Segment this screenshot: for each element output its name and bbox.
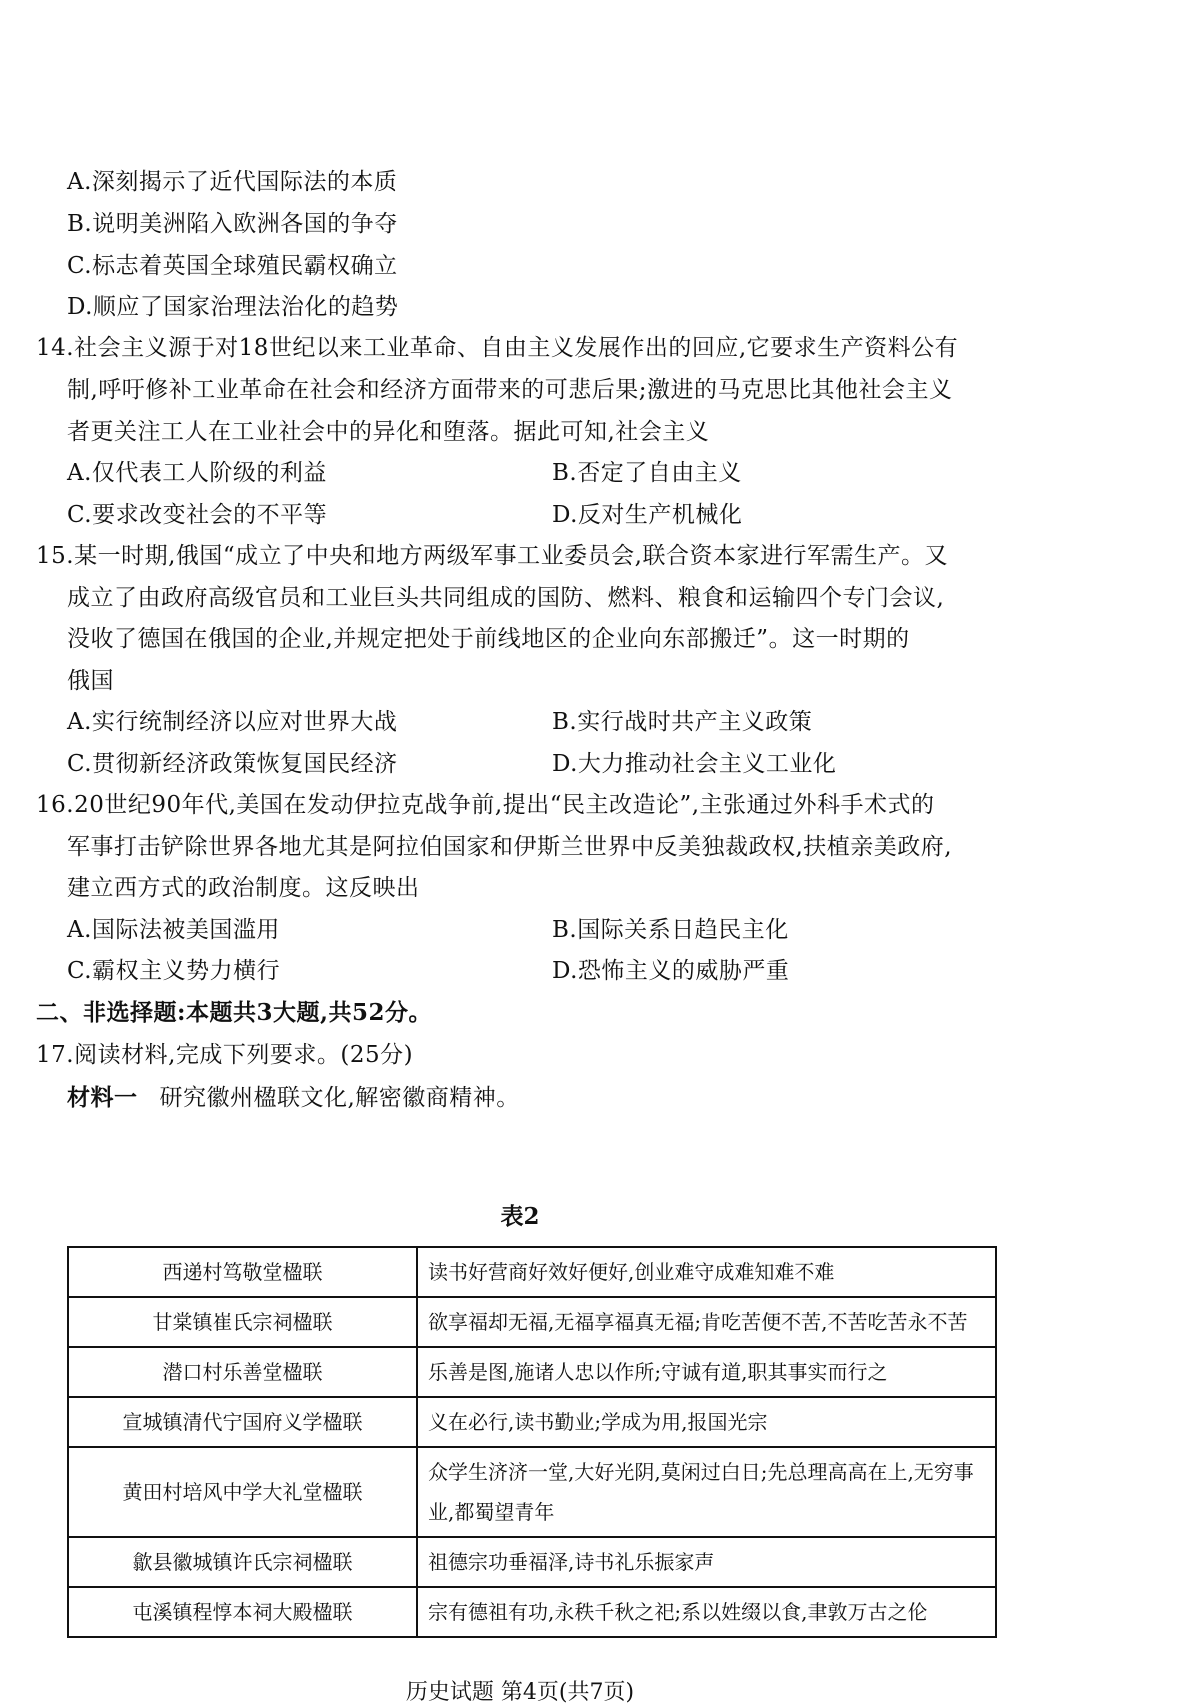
location-cell: 甘棠镇崔氏宗祠楹联 [68, 1297, 417, 1347]
q15-option-b: B.实行战时共产主义政策 [552, 709, 813, 735]
q15-stem-line-2: 成立了由政府高级官员和工业巨头共同组成的国防、燃料、粮食和运输四个专门会议, [67, 585, 945, 611]
q16-stem-line-3: 建立西方式的政治制度。这反映出 [67, 875, 420, 901]
q13-option-c: C.标志着英国全球殖民霸权确立 [67, 253, 398, 279]
q14-option-d: D.反对生产机械化 [552, 502, 743, 528]
q13-option-d: D.顺应了国家治理法治化的趋势 [67, 294, 399, 320]
q17-stem: 17.阅读材料,完成下列要求。(25分) [36, 1042, 414, 1068]
q16-stem-line-2: 军事打击铲除世界各地尤其是阿拉伯国家和伊斯兰世界中反美独裁政权,扶植亲美政府, [67, 834, 953, 860]
couplet-cell: 读书好营商好效好便好,创业难守成难知难不难 [417, 1247, 996, 1297]
couplet-cell: 众学生济济一堂,大好光阴,莫闲过白日;先总理高高在上,无穷事业,都蜀望青年 [417, 1447, 996, 1537]
table-row [68, 1537, 996, 1587]
q15-option-c: C.贯彻新经济政策恢复国民经济 [67, 751, 398, 777]
location-cell: 潜口村乐善堂楹联 [68, 1347, 417, 1397]
table-row [68, 1587, 996, 1637]
location-cell: 宣城镇清代宁国府义学楹联 [68, 1397, 417, 1447]
location-cell: 西递村笃敬堂楹联 [68, 1247, 417, 1297]
q15-stem-line-1: 15.某一时期,俄国“成立了中央和地方两级军事工业委员会,联合资本家进行军需生产。又 [36, 543, 948, 569]
couplet-table [67, 1246, 997, 1638]
couplet-cell: 乐善是图,施诸人忠以作所;守诚有道,职其事实而行之 [417, 1347, 996, 1397]
table-row [68, 1297, 996, 1347]
q14-option-b: B.否定了自由主义 [552, 460, 742, 486]
table-row [68, 1247, 996, 1297]
q16-stem-line-1: 16.20世纪90年代,美国在发动伊拉克战争前,提出“民主改造论”,主张通过外科手术式的 [36, 792, 935, 818]
q14-option-c: C.要求改变社会的不平等 [67, 502, 328, 528]
location-cell: 黄田村培风中学大礼堂楹联 [68, 1447, 417, 1537]
couplet-cell: 义在必行,读书勤业;学成为用,报国光宗 [417, 1397, 996, 1447]
material-label: 材料一 [67, 1084, 138, 1111]
section-2-heading: 二、非选择题:本题共3大题,共52分。 [36, 999, 433, 1026]
q17-material-one [67, 1083, 520, 1113]
couplet-cell: 宗有德祖有功,永秩千秋之祀;系以姓缀以食,聿敦万古之伦 [417, 1587, 996, 1637]
table-row [68, 1447, 996, 1537]
location-cell: 屯溪镇程惇本祠大殿楹联 [68, 1587, 417, 1637]
q16-option-c: C.霸权主义势力横行 [67, 958, 281, 984]
q14-stem-line-1: 14.社会主义源于对18世纪以来工业革命、自由主义发展作出的回应,它要求生产资料公有 [36, 335, 959, 361]
q16-option-b: B.国际关系日趋民主化 [552, 917, 789, 943]
location-cell: 歙县徽城镇许氏宗祠楹联 [68, 1537, 417, 1587]
table-caption: 表2 [500, 1203, 540, 1230]
q14-stem-line-2: 制,呼吁修补工业革命在社会和经济方面带来的可悲后果;激进的马克思比其他社会主义 [67, 377, 953, 403]
material-text: 研究徽州楹联文化,解密徽商精神。 [159, 1085, 520, 1111]
q16-option-a: A.国际法被美国滥用 [67, 917, 280, 943]
table-row [68, 1397, 996, 1447]
q13-option-b: B.说明美洲陷入欧洲各国的争夺 [67, 211, 398, 237]
couplet-cell: 欲享福却无福,无福享福真无福;肯吃苦便不苦,不苦吃苦永不苦 [417, 1297, 996, 1347]
q15-option-a: A.实行统制经济以应对世界大战 [67, 709, 398, 735]
q15-stem-line-4: 俄国 [67, 668, 114, 694]
q15-stem-line-3: 没收了德国在俄国的企业,并规定把处于前线地区的企业向东部搬迁”。这一时期的 [67, 626, 910, 652]
table-row [68, 1347, 996, 1397]
q15-option-d: D.大力推动社会主义工业化 [552, 751, 837, 777]
q14-stem-line-3: 者更关注工人在工业社会中的异化和堕落。据此可知,社会主义 [67, 419, 710, 445]
q14-option-a: A.仅代表工人阶级的利益 [67, 460, 327, 486]
page-footer: 历史试题 第4页(共7页) [405, 1680, 635, 1705]
q13-option-a: A.深刻揭示了近代国际法的本质 [67, 169, 398, 195]
couplet-cell: 祖德宗功垂福泽,诗书礼乐振家声 [417, 1537, 996, 1587]
q16-option-d: D.恐怖主义的威胁严重 [552, 958, 790, 984]
